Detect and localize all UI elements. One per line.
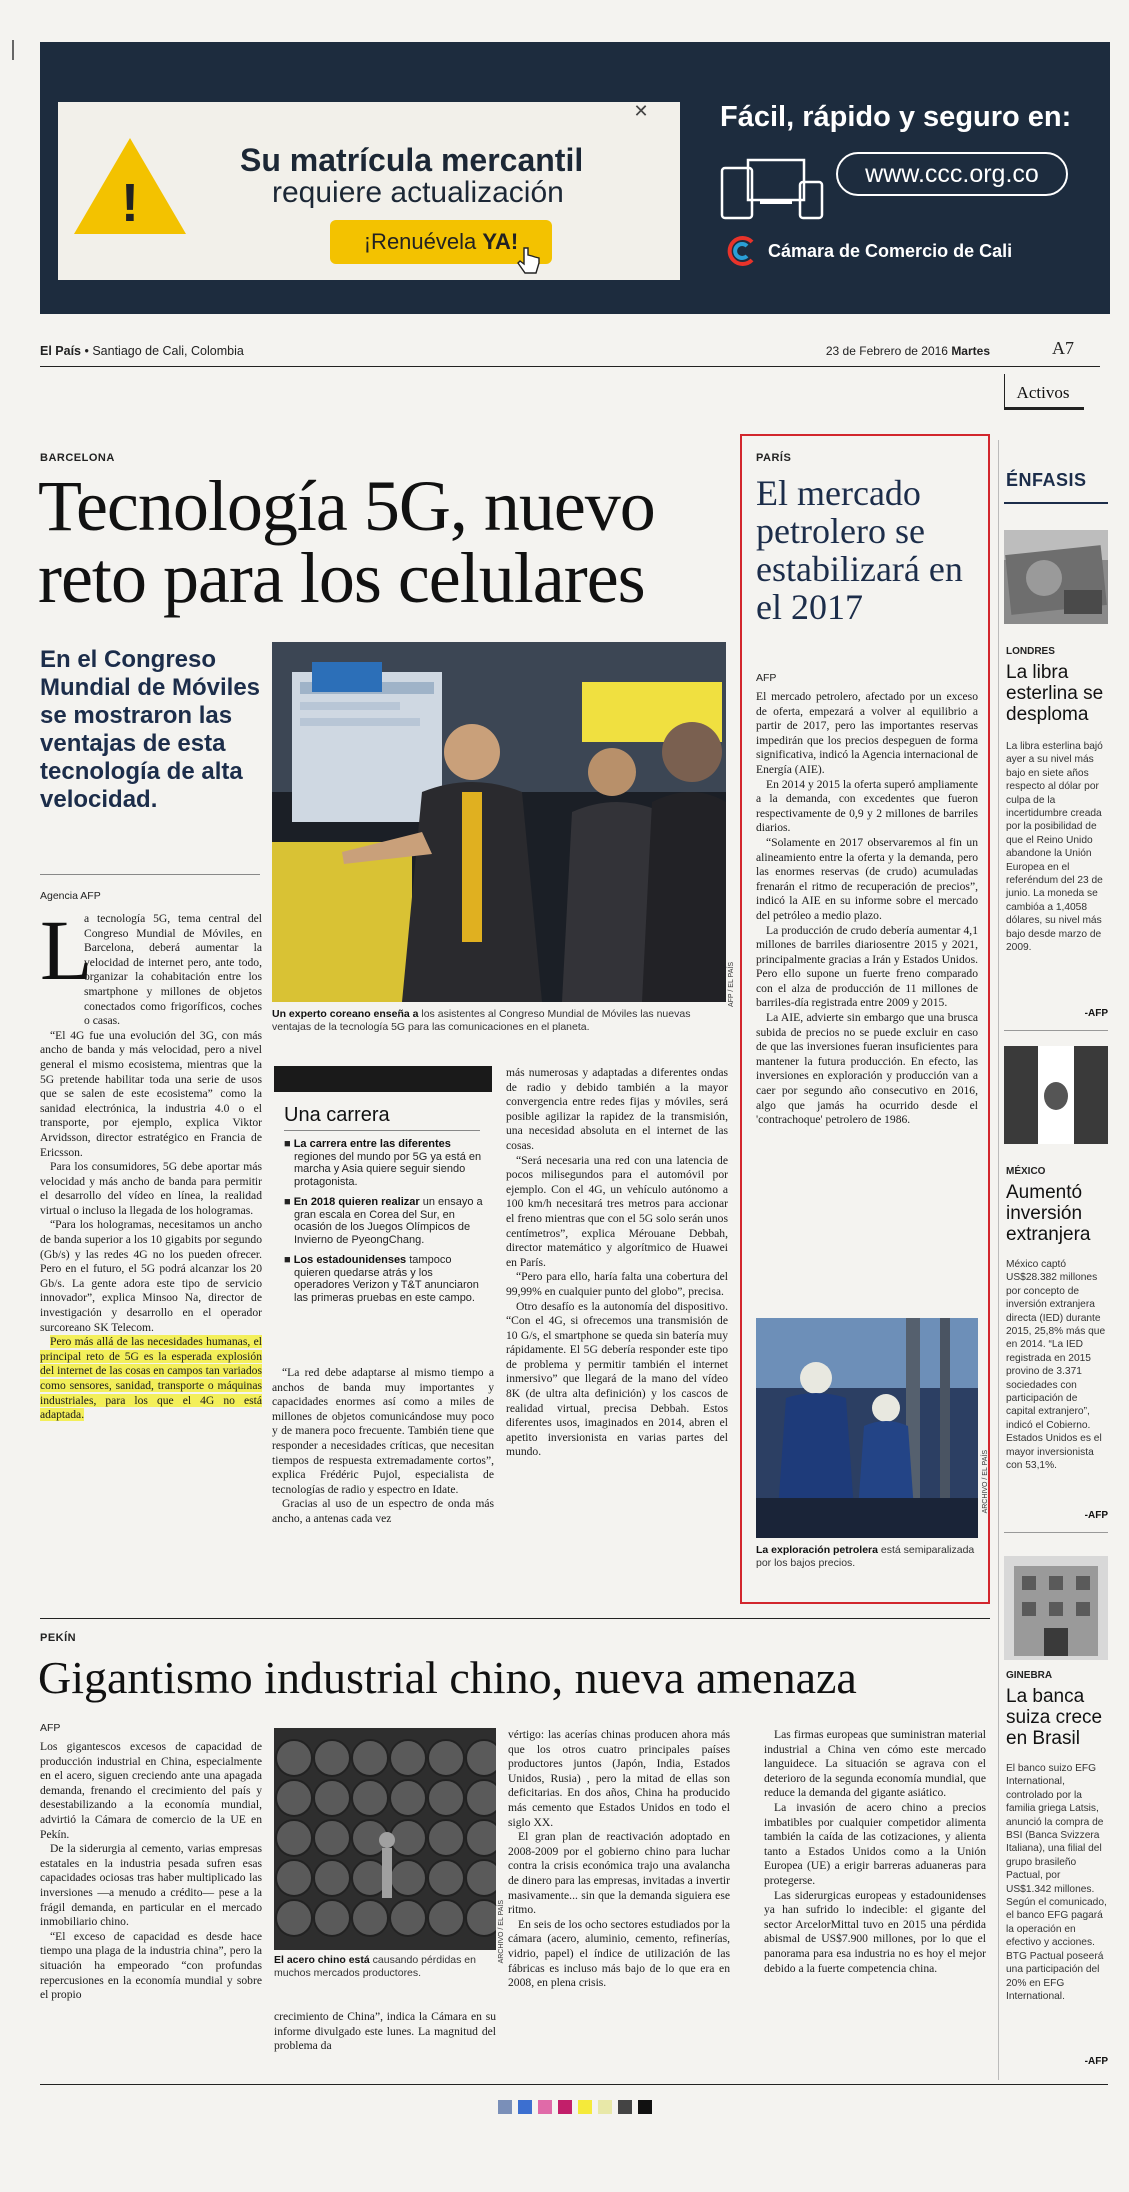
paragraph: “Pero para ello, haría falta una cobertura del 99,99% en cualquier punto del globo”, precisa. <box>506 1270 728 1298</box>
main-story-byline: Agencia AFP <box>40 890 101 902</box>
paragraph: Para los consumidores, 5G debe aportar más velocidad y más ancho de banda para permitir el desarrollo del vídeo en línea, la realidad virtual o incluso la llegada de los hologramas. <box>40 1160 262 1217</box>
paragraph: “Solamente en 2017 observaremos al fin un alineamiento entre la oferta y la demanda, pero las enormes reservas (de crudo) acumuladas frenarán el ritmo de recuperación de precios”, indicó la AIE en su informe sobre el mercado del petróleo a medio plazo. <box>756 835 978 922</box>
paris-photo-caption <box>756 1544 978 1570</box>
sidebar-box-header <box>274 1066 492 1092</box>
main-photo-credit: AFP / EL PAÍS <box>728 962 735 1008</box>
renew-button-label: ¡Renuévela <box>363 229 483 254</box>
oil-workers-illustration <box>756 1318 978 1538</box>
pekin-story-column-3 <box>508 1728 730 1991</box>
main-story-column-1 <box>40 902 262 1423</box>
pekin-story-photo <box>274 1728 496 1950</box>
paragraph: De la siderurgia al cemento, varias empresas estatales en la industria pesada sufren esas capacidades ociosas tras haber multiplicado las inversiones —a menudo a crédito— pese a la frágil demanda, en particular en el mercado inmobiliario chino. <box>40 1842 262 1929</box>
date-text: 23 de Febrero de 2016 <box>825 344 952 358</box>
list-item-bold: En 2018 quieren realizar <box>293 1196 420 1208</box>
rail-item-title: La banca suiza crece en Brasil <box>1006 1686 1103 1749</box>
color-swatch <box>518 2100 532 2114</box>
main-caption-rest: los asistentes al Congreso Mundial de Móviles las nuevas ventajas de la tecnología 5G para las comunicaciones en el planeta. <box>272 1008 691 1033</box>
hand-cursor-icon <box>514 246 544 276</box>
paragraph: Gracias al uso de un espectro de onda más ancho, a antenas cada vez <box>272 1497 494 1525</box>
main-story-column-2 <box>272 1366 494 1527</box>
paragraph: Otro desafío es la autonomía del dispositivo. “Con el 4G, si ofrecemos una transmisión de 10 G/s, el smartphone se queda sin batería muy rápidamente. El 5G debería responder este tipo de problema y permitir también el internet inmersivo” que llegará de la mano del vídeo 8K (de ultra alta definición) y los cascos de realidad virtual, precisa Debbah. Estos diferentes usos, imaginados en 2014, abren el apetito inversionista en varias partes del mundo. <box>506 1299 728 1459</box>
ad-headline: Su matrícula mercantil <box>240 142 584 178</box>
sidebar-box-divider <box>284 1130 480 1131</box>
sidebar-box-title: Una carrera <box>284 1104 390 1126</box>
paragraph: El gran plan de reactivación adoptado en 2008-2009 por el gobierno chino para luchar contra la crisis económica trajo una avalancha de dinero para las empresas, invitadas a invertir masivamente... sin que la demanda siguiera ese ritmo. <box>508 1830 730 1917</box>
mexico-flag-icon <box>1004 1046 1108 1144</box>
pekin-photo-credit: ARCHIVO / EL PAÍS <box>498 1900 505 1964</box>
color-swatch <box>578 2100 592 2114</box>
drop-cap: L <box>40 902 93 998</box>
pekin-caption-bold: El acero chino está <box>274 1954 370 1966</box>
list-item-text: tampoco quieren quedarse atrás y los operadores Verizon y T&T anunciaron las primeras pruebas en este campo. <box>294 1254 479 1304</box>
paragraph: más numerosas y adaptadas a diferentes ondas de radio y debido también a la mayor convergencia entre redes fijas y móviles, será posible agilizar la rapidez de la transmisión, una necesidad absoluta en el internet de las cosas. <box>506 1066 728 1152</box>
list-item-bold: Los estadounidenses <box>293 1254 407 1266</box>
paragraph: “Será necesaria una red con una latencia de pocos milisegundos para el automóvil por ejemplo. Con el 4G, un vehículo autónomo a 100 km/h necesitará tres metros para accionar el freno mientras que con el 5G solo serán unos centímetros”, explica Mérouane Debbah, director matemático y algorítmico de Huawei en París. <box>506 1153 728 1269</box>
paris-story-photo <box>756 1318 978 1538</box>
ad-tagline: Fácil, rápido y seguro en: <box>720 101 1072 133</box>
paragraph: Los gigantescos excesos de capacidad de producción industrial en China, especialmente en el acero, siguen creciendo ante una apagada demanda, frenando el crecimiento del país y desestabilizando a la economía mundial, advirtió la Cámara de comercio de la UE en Pekín. <box>40 1740 262 1841</box>
list-item-bold: La carrera entre las diferentes <box>293 1138 451 1150</box>
steel-coils-illustration <box>274 1728 496 1950</box>
page-number: A7 <box>1052 338 1074 358</box>
color-swatch <box>538 2100 552 2114</box>
color-swatch <box>618 2100 632 2114</box>
ad-exclamation: ! <box>121 173 139 233</box>
paragraph: En 2014 y 2015 la oferta superó ampliamente a la demanda, con excedentes que fueron respectivamente de 0,9 y 2 millones de barriles diarios. <box>756 777 978 835</box>
paragraph: crecimiento de China”, indica la Cámara en su informe divulgado este lunes. La magnitud del problema da <box>274 2010 496 2053</box>
section-tab: Activos <box>1016 383 1070 402</box>
pekin-photo-caption <box>274 1954 496 1980</box>
list-item: ■ La carrera entre las diferentes regiones del mundo por 5G ya está en marcha y Asia quiere seguir siendo protagonista. <box>284 1138 482 1188</box>
paragraph: vértigo: las acerías chinas producen ahora más que los otros cuatro principales países productores juntos (Japón, India, Estados Unidos, Rusia) , pero la mitad de ellas son deficitarias. En dos años, China ha producido más cemento que Estados Unidos en todo el siglo XX. <box>508 1728 730 1829</box>
folio-divider <box>40 366 1100 367</box>
paris-photo-credit: ARCHIVO / EL PAÍS <box>982 1450 989 1514</box>
list-item: ■ En 2018 quieren realizar un ensayo a gran escala en Corea del Sur, en ocasión de los Juegos Olímpicos de Invierno de PyeongChang. <box>284 1196 483 1246</box>
pekin-story-headline: Gigantismo industrial chino, nueva amenaza <box>38 1652 857 1703</box>
pekin-story-byline: AFP <box>40 1722 61 1734</box>
paris-caption-bold: La exploración petrolera <box>756 1544 878 1556</box>
crop-mark <box>12 40 14 60</box>
main-story-location: BARCELONA <box>40 452 115 464</box>
deck-divider <box>40 874 260 875</box>
main-caption-bold: Un experto coreano enseña a <box>272 1008 419 1020</box>
pekin-story-location: PEKÍN <box>40 1632 77 1644</box>
ad-banner[interactable] <box>40 42 1110 314</box>
paragraph: La producción de crudo debería aumentar 4,1 millones de barriles diariosentre 2015 y 2021, principalmente gracias a Irán y Estados Unidos. Pero ello supone un fuerte freno comparado con el alza de producción de 11 millones de barriles-día registrada entre 2009 y 2015. <box>756 923 978 1010</box>
paragraph: En seis de los ocho sectores estudiados por la cámara (acero, aluminio, cemento, refinerías, vidrio, papel) el índice de utilización de las fábricas es incluso más bajo de lo que era en 2008, en plena crisis. <box>508 1917 730 1990</box>
rail-item-text: El banco suizo EFG International, controlado por la familia griega Latsis, anunció la compra de BSI (Banca Svizzera Italiana), una filial del grupo brasileño Pactual, por US$1.342 millones. Según el comunicado, el banco EFG pagará la operación en efectivo y acciones. BTG Pactual poseerá una participación del 20% en EFG International. <box>1006 1763 1107 2002</box>
paris-story-headline: El mercado petrolero se estabilizará en el 2017 <box>756 473 963 627</box>
footer-divider <box>40 2084 1108 2085</box>
rail-image-bank <box>1004 1556 1108 1660</box>
main-story-deck: En el Congreso Mundial de Móviles se mostraron las ventajas de esta tecnología de alta velocidad. <box>40 646 261 813</box>
expert-photo-illustration <box>272 642 726 1002</box>
sidebar-box-list <box>284 1138 484 1312</box>
rail-image-mexico <box>1004 1046 1108 1144</box>
paragraph: “Para los hologramas, necesitamos un ancho de banda superior a los 10 gigabits por segundo (Gb/s) y las redes 4G no los pueden ofrecer. Pero en el futuro, el 5G podrá alcanzar los 20 Gb/s. La gente adora este tipo de servicio innovador”, explica Minsoo Na, director de investigación y desarrollo en el operador surcoreano SK Telecom. <box>40 1218 262 1334</box>
highlighted-text: Pero más allá de las necesidades humanas, el principal reto de 5G es la esperada explosión del internet de las cosas en campos tan variados como sensores, sanidad, transporte o máquinas industriales, para los que el 4G no está adaptada. <box>40 1335 262 1422</box>
story-divider <box>40 1618 990 1619</box>
color-swatch <box>638 2100 652 2114</box>
color-swatch <box>558 2100 572 2114</box>
paragraph: “El exceso de capacidad es desde hace tiempo una plaga de la industria china”, pero la situación ha empeorado “con profundas repercusiones en la economía mundial y sobre el propio <box>40 1929 262 2002</box>
rail-item-location: MÉXICO <box>1006 1166 1046 1177</box>
paragraph: “La red debe adaptarse al mismo tiempo a anchos de banda muy importantes y capacidades enormes así como a miles de millones de objetos comunicándose muy poco y de manera poco frecuente. También tiene que responder a necesidades críticas, que necesitan tiempos de respuesta extremadamente cortos”, explica Frédéric Pujol, especialista de tecnologías de radio y espectro en Idate. <box>272 1366 494 1496</box>
main-story-column-3 <box>506 1066 728 1460</box>
list-item: ■ Los estadounidenses tampoco quieren quedarse atrás y los operadores Verizon y T&T anunciaron las primeras pruebas en este campo. <box>284 1254 479 1304</box>
pekin-story-column-2 <box>274 2010 496 2054</box>
rail-item-location: GINEBRA <box>1006 1670 1053 1681</box>
paragraph: Las firmas europeas que suministran material industrial a China ven cómo este mercado languidece. La situación se agrava con el deterioro de la segunda economía mundial, que reduce la demanda del gigante asiático. <box>764 1728 986 1800</box>
rail-item-text: La libra esterlina bajó ayer a su nivel más bajo en siete años respecto al dólar por culpa de la incertidumbre creada por la posibilidad de que el Reino Unido abandone la Unión Europea en el referéndum del 23 de junio. La moneda se cambióa a 1,4058 dólares, su nivel más bajo desde marzo de 2009. <box>1006 741 1103 954</box>
paper-location: • Santiago de Cali, Colombia <box>81 344 244 358</box>
pekin-story-column-4 <box>764 1728 986 1976</box>
main-story-headline: Tecnología 5G, nuevo reto para los celulares <box>38 466 655 618</box>
paper-name: El País <box>40 344 81 358</box>
main-photo-caption <box>272 1008 726 1034</box>
rail-divider-line <box>1004 1030 1108 1031</box>
ad-url-link[interactable]: www.ccc.org.co <box>836 152 1068 196</box>
rail-item-source: -AFP <box>1084 1008 1108 1019</box>
ad-organization: Cámara de Comercio de Cali <box>768 241 1013 261</box>
paris-story-body <box>756 690 978 1128</box>
color-swatch <box>598 2100 612 2114</box>
highlighted-paragraph <box>40 1335 262 1423</box>
main-story-photo <box>272 642 726 1002</box>
rail-heading-rule <box>1004 502 1108 504</box>
color-swatch <box>498 2100 512 2114</box>
paragraph: a tecnología 5G, tema central del Congreso Mundial de Móviles, en Barcelona, deberá aumentar la velocidad de internet pero, ante todo, organizar la cohabitación entre los smartphone y millones de objetos conectados como frigoríficos, coches o casas. <box>84 912 262 1028</box>
renew-button-bold: YA! <box>482 229 519 254</box>
close-icon[interactable]: ✕ <box>633 101 649 121</box>
rail-item-source: -AFP <box>1084 2056 1108 2067</box>
paris-story-location: PARÍS <box>756 452 792 464</box>
paris-story-byline: AFP <box>756 672 777 684</box>
rail-item-source: -AFP <box>1084 1510 1108 1521</box>
paragraph: La AIE, advierte sin embargo que una brusca subida de precios no se puede excluir en caso de que las inversiones fueran insuficientes para mantener la futura producción. En efecto, las inversiones en exploración y producción van a caer por segundo año consecutivo en 2016, algo que jamás ha ocurrido desde el 'contrachoque' petrolero de 1986. <box>756 1011 978 1127</box>
rail-item-title: Aumentó inversión extranjera <box>1006 1182 1091 1245</box>
paragraph: El mercado petrolero, afectado por un exceso de oferta, empezará a volver al equilibrio a partir de 2017, pero las importantes reservas impedirán que los precios despeguen de forma significativa, indicó la Agencia internacional de Energía (AIE). <box>756 690 978 776</box>
weekday-text: Martes <box>951 344 990 358</box>
rail-item-title: La libra esterlina se desploma <box>1006 662 1104 725</box>
rail-heading: ÉNFASIS <box>1006 470 1087 490</box>
paragraph: Las siderurgicas europeas y estadounidenses ya han sufrido lo indecible: el gigante del sector ArcelorMittal tuvo en 2015 una pérdida abismal de US$7.900 millones, por lo que el panorama para esa industria no es hoy el mejor debido a la fuerte competencia china. <box>764 1888 986 1975</box>
rail-item-text: México captó US$28.382 millones por concepto de inversión extranjera directa (IED) durante 2015, 25,8% más que en 2014. “La IED registrada en 2015 provino de 3.371 sociedades con participación de capital extranjero”, indicó el Cobierno. Estados Unidos es el mayor inversionista con 53,1%. <box>1006 1259 1106 1472</box>
rail-image-pound <box>1004 530 1108 624</box>
pekin-caption-rest: causando pérdidas en muchos mercados productores. <box>274 1954 476 1979</box>
chamber-logo-icon <box>724 234 758 268</box>
folio-date <box>800 344 990 358</box>
rail-item-location: LONDRES <box>1006 646 1055 657</box>
paragraph: La invasión de acero chino a precios imbatibles por cualquier competidor alimenta también la caída de las cotizaciones, y alienta tanto a Estados Unidos como a la Unión Europea (UE) a erigir barreras aduaneras para protegerse. <box>764 1800 986 1887</box>
devices-icon <box>720 154 830 226</box>
list-item-text: un ensayo a gran escala en Corea del Sur, en ocasión de los Juegos Olímpicos de Invierno de PyeongChang. <box>294 1196 483 1246</box>
print-color-bar <box>498 2100 658 2118</box>
ad-subheadline: requiere actualización <box>272 176 564 209</box>
paragraph: “El 4G fue una evolución del 3G, con más ancho de banda y más velocidad, pero a nivel general el mismo ecosistema, mientras que la 5G pretende habilitar toda una serie de usos que se salen de este ecosistema” como la sanidad electrónica, la industria 4.0 o el transporte, por ejemplo, explica Viktor Arvidsson, director estratégico en Francia de Ericsson. <box>40 1028 262 1159</box>
list-item-text: regiones del mundo por 5G ya está en marcha y Asia quiere seguir siendo protagonista. <box>294 1150 482 1188</box>
banknote-illustration <box>1004 530 1108 624</box>
bank-building-illustration <box>1004 1556 1108 1660</box>
pekin-story-column-1 <box>40 1740 262 2003</box>
paris-caption-rest: está semiparalizada por los bajos precios. <box>756 1544 975 1569</box>
rail-divider <box>998 440 999 2080</box>
rail-divider-line <box>1004 1532 1108 1533</box>
folio-paper <box>40 344 244 358</box>
